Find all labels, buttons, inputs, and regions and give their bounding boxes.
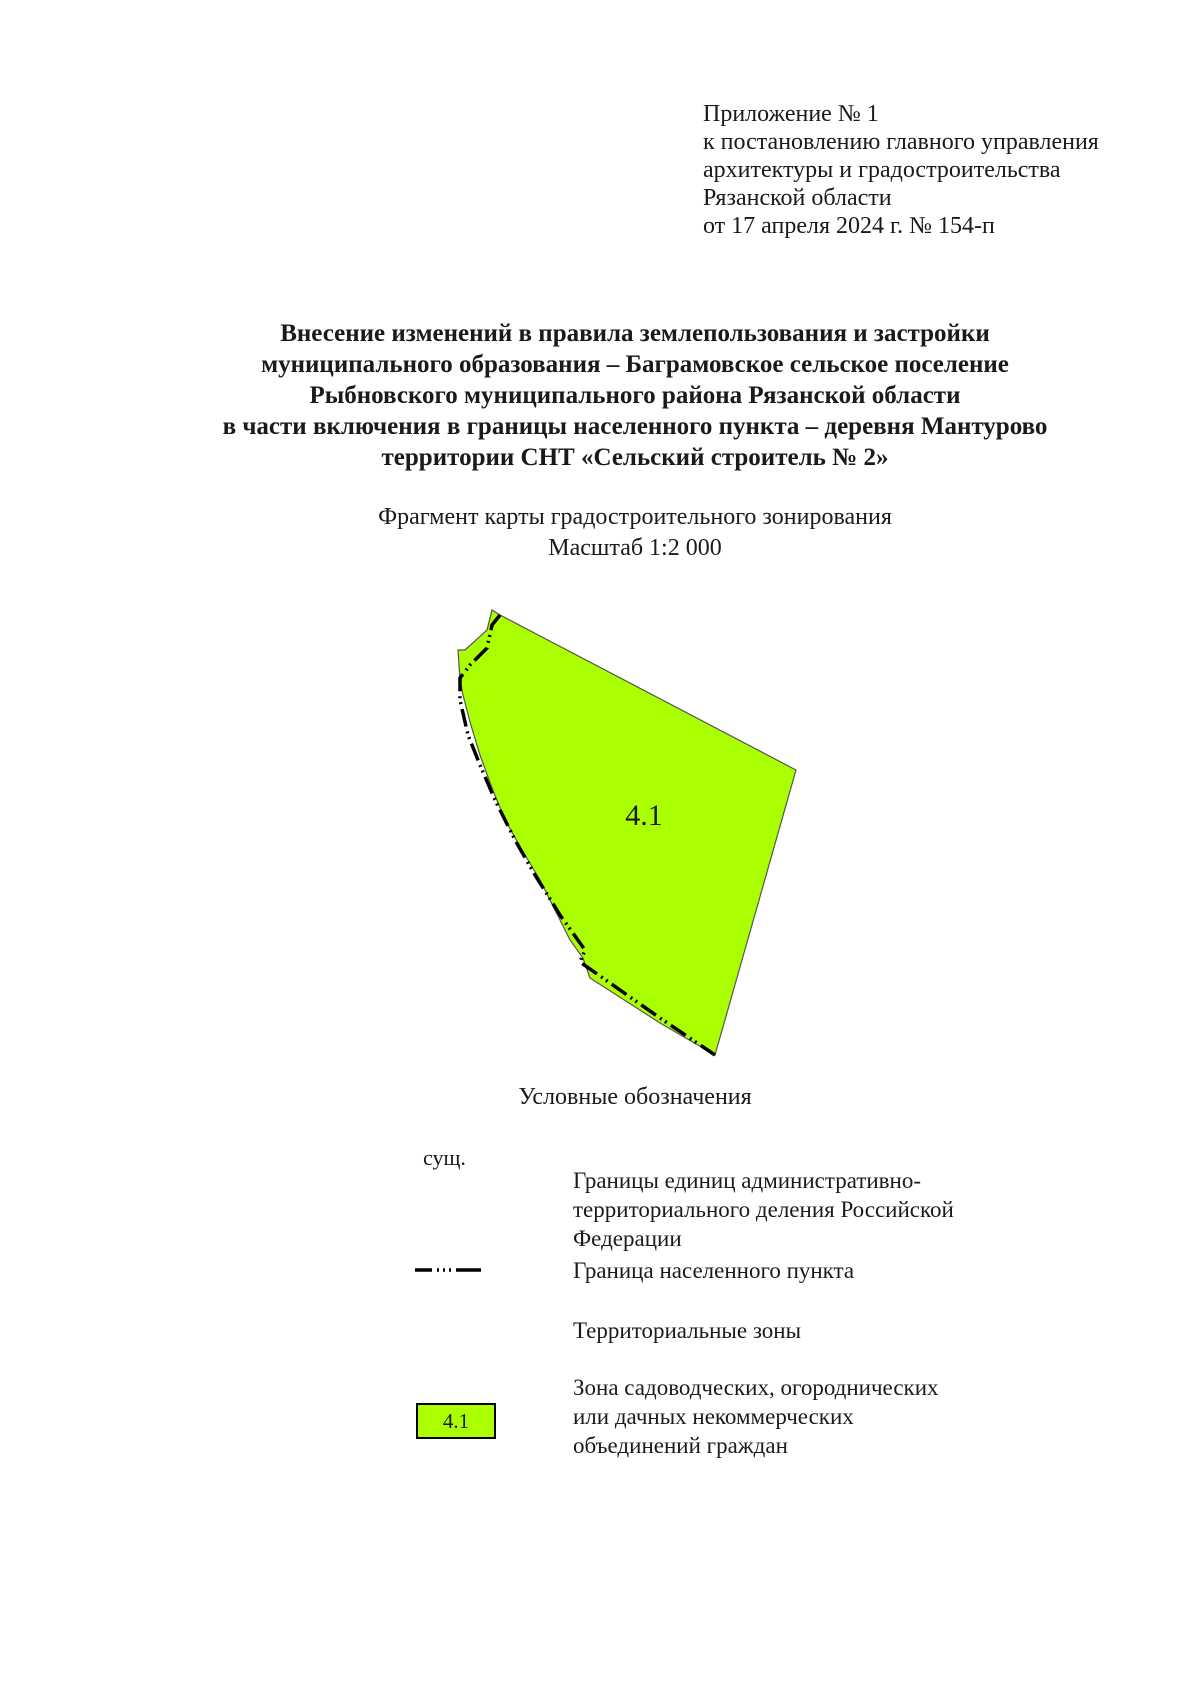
legend-zones-header: Территориальные зоны <box>573 1318 802 1343</box>
zone-swatch: 4.1 <box>416 1403 496 1439</box>
legend-text-line: территориального деления Российской <box>573 1197 954 1222</box>
legend-text-line: Федерации <box>573 1226 682 1251</box>
appendix-line: Приложение № 1 <box>703 101 879 127</box>
legend-zone-description <box>573 1373 939 1460</box>
zone-polygon <box>458 610 796 1055</box>
appendix-line: архитектуры и градостроительства <box>703 157 1061 183</box>
map-scale: Масштаб 1:2 000 <box>548 535 722 561</box>
appendix-line: к постановлению главного управления <box>703 129 1099 155</box>
subtitle-line: Фрагмент карты градостроительного зонирования <box>378 504 892 530</box>
title-line: муниципального образования – Баграмовское сельское поселение <box>261 351 1009 378</box>
title-line: в части включения в границы населенного пункта – деревня Мантурово <box>222 413 1048 440</box>
legend-title: Условные обозначения <box>518 1084 752 1110</box>
legend-text-line: Зона садоводческих, огороднических <box>573 1375 939 1400</box>
title-line: Рыбновского муниципального района Рязанской области <box>309 382 961 409</box>
legend-text-line: или дачных некоммерческих <box>573 1404 854 1429</box>
appendix-line: Рязанской области <box>703 185 892 211</box>
legend-text-line: Границы единиц административно- <box>573 1168 922 1193</box>
title-line: территории СНТ «Сельский строитель № 2» <box>381 444 889 471</box>
settlement-boundary-symbol <box>413 1264 485 1276</box>
appendix-line: от 17 апреля 2024 г. № 154-п <box>703 213 995 239</box>
legend-text-line: объединений граждан <box>573 1433 788 1458</box>
legend-settlement-boundary: Граница населенного пункта <box>573 1258 855 1283</box>
title-line: Внесение изменений в правила землепользования и застройки <box>280 320 990 347</box>
zone-label: 4.1 <box>625 799 663 832</box>
legend-admin-boundary <box>573 1166 954 1253</box>
legend-sush-label: сущ. <box>423 1145 466 1170</box>
